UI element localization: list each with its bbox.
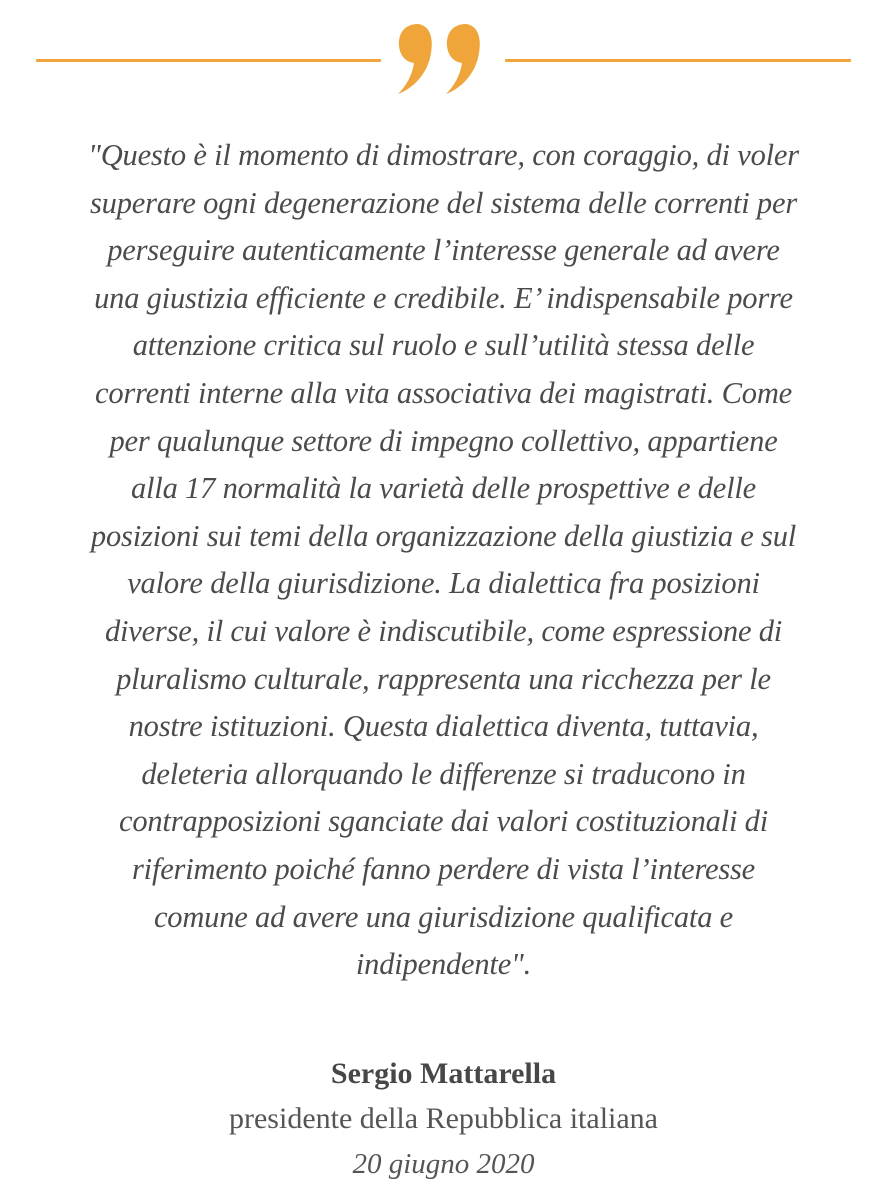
quote-line: comune ad avere una giurisdizione qualificata e [153,899,734,934]
quote-line: valore della giurisdizione. La dialettica fra posizioni [127,566,760,601]
quote-line: pluralismo culturale, rappresenta una ricchezza per le [116,661,771,696]
quote-line: per qualunque settore di impegno collettivo, appartiene [109,423,778,458]
quote-text [30,132,857,989]
quote-line: nostre istituzioni. Questa dialettica diventa, tuttavia, [128,709,759,744]
quote-line: diverse, il cui valore è indiscutibile, come espressione di [104,613,783,648]
divider-line-right [505,59,851,62]
author-name: Sergio Mattarella [330,1057,557,1090]
quote-line: "Questo è il momento di dimostrare, con coraggio, di voler [88,138,799,172]
quote-line: superare ogni degenerazione del sistema delle correnti per [90,185,797,220]
quote-line: indipendente". [355,947,532,982]
quote-line: una giustizia efficiente e credibile. E’ indispensabile porre [94,280,793,315]
quote-line: correnti interne alla vita associativa dei magistrati. Come [95,375,792,410]
quote-line: attenzione critica sul ruolo e sull’utilità stessa delle [132,328,755,363]
quote-line: perseguire autenticamente l’interesse generale ad avere [107,233,780,268]
quote-line: deleteria allorquando le differenze si traducono in [141,756,746,791]
closing-double-quote-icon [396,22,492,96]
quote-attribution [0,1052,887,1186]
divider-line-left [36,59,381,62]
author-role: presidente della Repubblica italiana [229,1102,658,1135]
quote-line: alla 17 normalità la varietà delle prospettive e delle [130,471,757,506]
quote-line: posizioni sui temi della organizzazione della giustizia e sul [90,518,797,553]
quote-line: contrapposizioni sganciate dai valori costituzionali di [119,804,768,839]
quote-date: 20 giugno 2020 [352,1148,535,1180]
quote-line: riferimento poiché fanno perdere di vista l’interesse [132,851,755,886]
quote-divider [0,0,887,110]
